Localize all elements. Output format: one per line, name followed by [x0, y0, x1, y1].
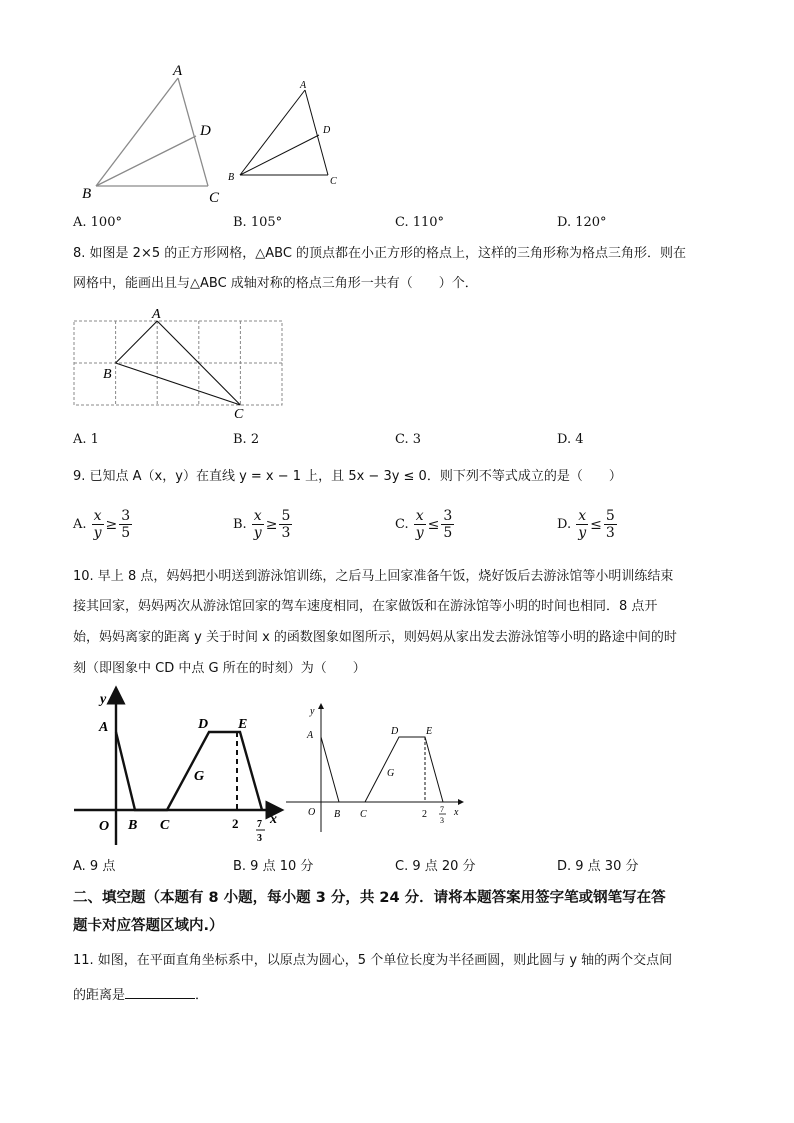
label-a: A: [307, 730, 314, 741]
label-g: G: [194, 769, 205, 784]
q9-option-a: [73, 508, 132, 541]
label-a: A: [173, 63, 183, 79]
fraction-right: $\frac{5}{3}$: [605, 508, 615, 541]
q10-graph-small: [283, 700, 473, 840]
fraction-left: $\frac{x}{y}$: [415, 508, 424, 541]
relation: ≤: [427, 516, 440, 533]
label-g: G: [387, 768, 395, 779]
q10-text-line1: 10. 早上 8 点，妈妈把小明送到游泳馆训练，之后马上回家准备午饭，烧好饭后去游泳馆等小明训练结束: [73, 569, 674, 584]
q10-text-line3: 始，妈妈离家的距离 y 关于时间 x 的函数图象如图所示，则妈妈从家出发去游泳馆等小明的路途中间的时: [73, 630, 677, 645]
label-c: C: [330, 176, 337, 187]
q7-option-c: C. 110°: [395, 215, 445, 230]
q11-prefix: 的距离是: [73, 988, 126, 1003]
relation: ≥: [105, 516, 118, 533]
edge-ab: [240, 90, 305, 175]
label-a: A: [300, 80, 307, 91]
tick-2: 2: [422, 809, 427, 820]
section-2-heading-line2: 题卡对应答题区域内.）: [73, 918, 224, 934]
label-b: B: [128, 818, 138, 833]
tick-den: 3: [257, 833, 262, 844]
option-letter: B.: [233, 517, 247, 532]
option-letter: D.: [557, 517, 572, 532]
label-b: B: [103, 367, 112, 382]
label-a: A: [99, 720, 109, 735]
q11-answer-blank[interactable]: [125, 984, 195, 999]
label-b: B: [82, 186, 92, 202]
label-d: D: [391, 726, 399, 737]
q7-option-b: B. 105°: [233, 215, 283, 230]
q10-option-a: A. 9 点: [73, 859, 116, 874]
q9-option-c: [395, 508, 454, 541]
option-letter: A.: [73, 517, 87, 532]
q8-text-line1: 8. 如图是 2×5 的正方形网格，△ABC 的顶点都在小正方形的格点上，这样的三角形称为格点三角形．则在: [73, 246, 687, 261]
fraction-left: $\frac{x}{y}$: [253, 508, 262, 541]
tick-seven-thirds: [256, 819, 265, 844]
label-d: D: [323, 125, 331, 136]
q10-graph-large: [70, 685, 285, 850]
q11-text-line1: 11. 如图，在平面直角坐标系中，以原点为圆心，5 个单位长度为半径画圆，则此圆与 y 轴的两个交点间: [73, 953, 673, 968]
tick-num: 7: [440, 805, 444, 814]
q11-suffix: ．: [195, 988, 209, 1003]
edge-bd: [96, 136, 196, 186]
label-x: x: [454, 807, 459, 818]
edge-bd: [240, 135, 319, 175]
label-a: A: [152, 307, 161, 322]
q10-option-b: B. 9 点 10 分: [233, 859, 314, 874]
label-c: C: [160, 818, 170, 833]
label-y: y: [100, 692, 107, 707]
relation: ≥: [265, 516, 278, 533]
q10-option-c: C. 9 点 20 分: [395, 859, 476, 874]
q7-figure-small: [222, 74, 352, 192]
label-y: y: [310, 706, 315, 717]
label-c: C: [360, 809, 367, 820]
label-d: D: [198, 717, 209, 732]
q10-option-d: D. 9 点 30 分: [557, 859, 639, 874]
label-e: E: [426, 726, 433, 737]
q8-option-d: D. 4: [557, 432, 584, 447]
q8-option-a: A. 1: [73, 432, 99, 447]
section-2-heading-line1: 二、填空题（本题有 8 小题，每小题 3 分，共 24 分．请将本题答案用签字笔或钢笔写在答: [73, 890, 666, 906]
label-c: C: [209, 190, 220, 206]
q7-figure-large: [70, 60, 240, 210]
relation: ≤: [590, 516, 602, 533]
tick-2: 2: [232, 816, 239, 831]
q11-text-line2: [73, 984, 208, 1007]
fraction-right: $\frac{3}{5}$: [121, 508, 131, 541]
label-e: E: [238, 717, 248, 732]
label-o: O: [99, 819, 110, 834]
fraction-left: $\frac{x}{y}$: [578, 508, 587, 541]
q8-grid-figure: [70, 305, 290, 425]
q10-text-line2: 接其回家，妈妈两次从游泳馆回家的驾车速度相同，在家做饭和在游泳馆等小明的时间也相同．8 点开: [73, 599, 658, 614]
q7-option-a: A. 100°: [73, 215, 122, 230]
tick-den: 3: [440, 816, 444, 825]
label-b: B: [228, 172, 235, 183]
fraction-right: $\frac{3}{5}$: [443, 508, 453, 541]
tick-num: 7: [257, 819, 262, 830]
label-x: x: [270, 812, 277, 827]
fraction-right: $\frac{5}{3}$: [281, 508, 291, 541]
q8-option-c: C. 3: [395, 432, 422, 447]
q8-option-b: B. 2: [233, 432, 260, 447]
q9-text: 9. 已知点 A（x，y）在直线 y = x − 1 上，且 5x − 3y ≤ 0．则下列不等式成立的是（ ）: [73, 469, 622, 484]
edge-ab: [96, 78, 178, 186]
label-b: B: [334, 809, 341, 820]
q8-text-line2: 网格中，能画出且与△ABC 成轴对称的格点三角形一共有（ ）个．: [73, 276, 478, 291]
q9-option-d: [557, 508, 617, 541]
label-c: C: [234, 407, 244, 422]
label-d: D: [200, 123, 211, 139]
option-letter: C.: [395, 517, 409, 532]
fraction-left: $\frac{x}{y}$: [93, 508, 102, 541]
q10-text-line4: 刻（即图象中 CD 中点 G 所在的时刻）为（ ）: [73, 661, 366, 676]
label-o: O: [308, 807, 316, 818]
distance-polyline: [116, 732, 262, 810]
q9-option-b: [233, 508, 292, 541]
tick-seven-thirds: [439, 805, 446, 825]
q7-option-d: D. 120°: [557, 215, 607, 230]
